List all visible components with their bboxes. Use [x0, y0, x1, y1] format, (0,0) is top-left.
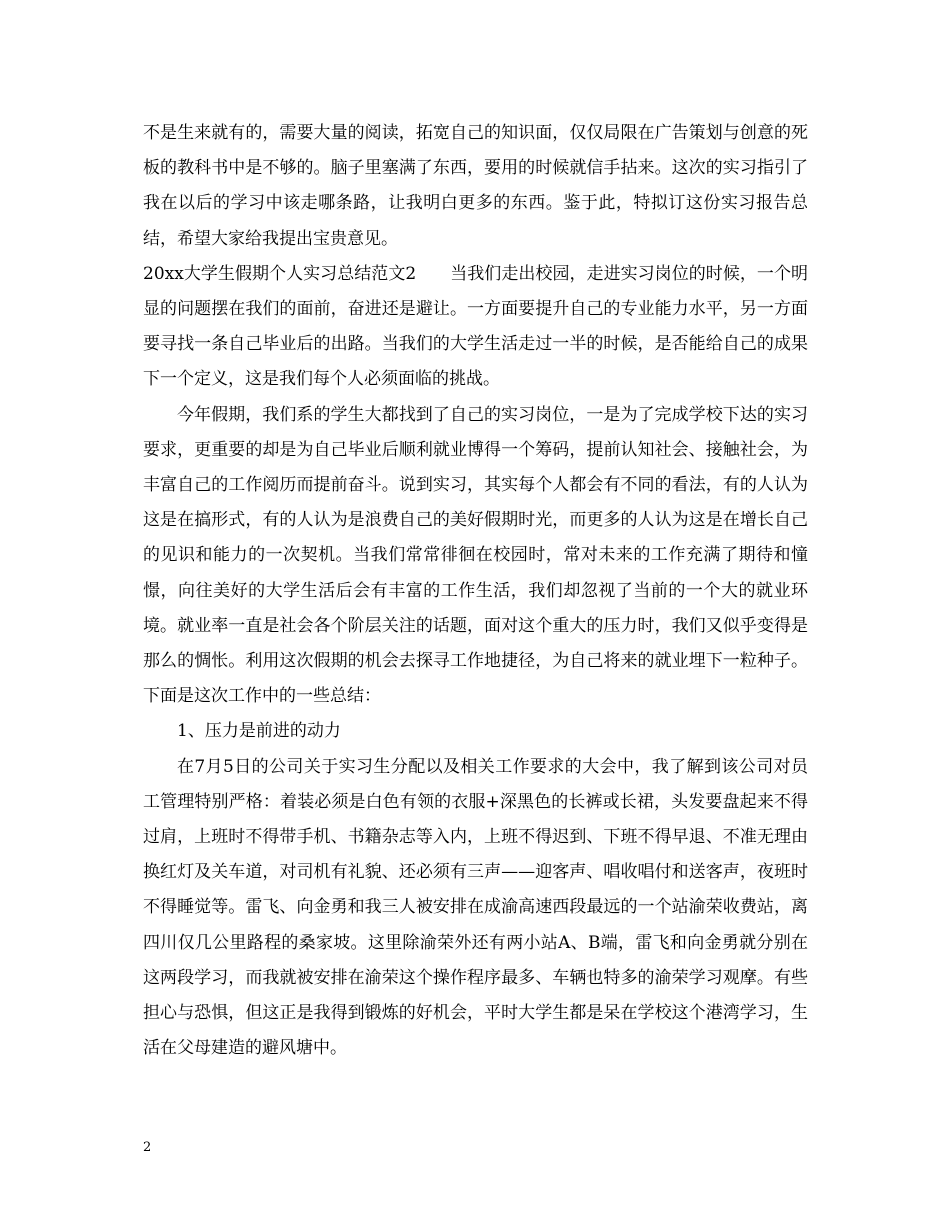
paragraph-vacation-internship: 今年假期，我们系的学生大都找到了自己的实习岗位，一是为了完成学校下达的实习要求，更重要的却是为自己毕业后顺利就业博得一个筹码，提前认知社会、接触社会，为丰富自己的工作阅历而提前奋斗。说到实习，其实每个人都会有不同的看法，有的人认为这是在搞形式，有的人认为是浪费自己的美好假期时光，而更多的人认为这是在增长自己的见识和能力的一次契机。当我们常常徘徊在校园时，常对未来的工作充满了期待和憧憬，向往美好的大学生活后会有丰富的工作生活，我们却忽视了当前的一个大的就业环境。就业率一直是社会各个阶层关注的话题，面对这个重大的压力时，我们又似乎变得是那么的惆怅。利用这次假期的机会去探寻工作地捷径，为自己将来的就业埋下一粒种子。下面是这次工作中的一些总结： — [143, 404, 808, 707]
section-spacer — [416, 264, 450, 284]
document-body — [143, 116, 808, 1066]
section-heading: 20xx大学生假期个人实习总结范文2 — [143, 263, 417, 284]
paragraph-continuation: 不是生来就有的，需要大量的阅读，拓宽自己的知识面，仅仅局限在广告策划与创意的死板的教科书中是不够的。脑子里塞满了东西，要用的时候就信手拈来。这次的实习指引了我在以后的学习中该走哪条路，让我明白更多的东西。鉴于此，特拟订这份实习报告总结，希望大家给我提出宝贵意见。 — [143, 123, 808, 249]
page-number: 2 — [143, 1140, 152, 1155]
paragraph-section-2 — [143, 257, 808, 398]
paragraph-company-meeting: 在7月5日的公司关于实习生分配以及相关工作要求的大会中，我了解到该公司对员工管理特别严格：着装必须是白色有领的衣服+深黑色的长裤或长裙，头发要盘起来不得过肩，上班时不得带手机、书籍杂志等入内，上班不得迟到、下班不得早退、不准无理由换红灯及关车道，对司机有礼貌、还必须有三声——迎客声、唱收唱付和送客声，夜班时不得睡觉等。雷飞、向金勇和我三人被安排在成渝高速西段最远的一个站渝荣收费站，离四川仅几公里路程的桑家坡。这里除渝荣外还有两小站A、B端，雷飞和向金勇就分别在这两段学习，而我就被安排在渝荣这个操作程序最多、车辆也特多的渝荣学习观摩。有些担心与恐惧，但这正是我得到锻炼的好机会，平时大学生都是呆在学校这个港湾学习，生活在父母建造的避风塘中。 — [143, 756, 808, 1059]
subheading-pressure: 1、压力是前进的动力 — [177, 721, 341, 742]
section-intro-text: 当我们走出校园，走进实习岗位的时候，一个明显的问题摆在我们的面前，奋进还是避让。一方面要提升自己的专业能力水平，另一方面要寻找一条自己毕业后的出路。当我们的大学生活走过一半的时候，是否能给自己的成果下一个定义，这是我们每个人必须面临的挑战。 — [143, 263, 808, 390]
